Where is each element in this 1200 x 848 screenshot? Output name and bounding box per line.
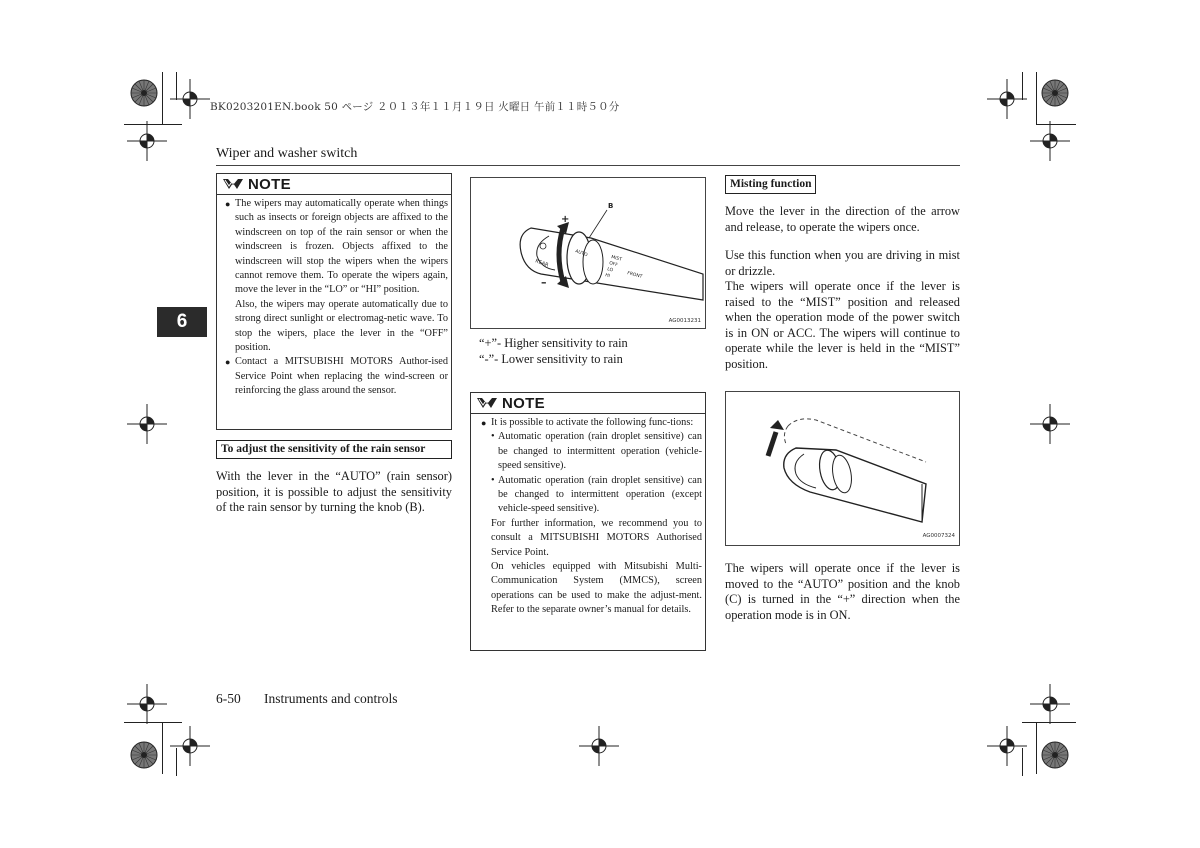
section-title: Wiper and washer switch [216,146,358,161]
rain-sensor-heading: To adjust the sensitivity of the rain sensor [216,440,452,459]
plus-label: + [561,214,570,225]
mist-label: MIST [610,255,623,263]
misting-para-1: Move the lever in the direction of the arrow and release, to operate the wipers once. [725,204,960,234]
mist-lever-figure [725,391,960,546]
note-item [481,416,702,618]
note-item [225,197,448,355]
bullet-icon: ● [481,418,487,428]
note-body [471,414,705,618]
lever-knob-illustration [471,178,705,328]
sensitivity-legend [479,336,699,367]
page-number: 6-50 [216,691,241,706]
note-paragraph: The wipers may automatically operate when things such as insects or foreign objects are affixed to the windscreen on top of the rain sensor or when the windscreen is frozen. Objects affixed to the windscreen will stop the wipers when the wipers cannot remove them. To operate the wipers again, move the lever in the “LO” or “HI” position. [235,198,448,296]
note-paragraph: Also, the wipers may operate automatically due to strong direct sunlight or electromag-netic wave. To stop the wipers, place the lever in the “OFF” position. [235,298,448,354]
figure-code: AG0013231 [668,318,701,324]
note-heading: NOTE [248,175,291,193]
auto-label: AUTO [574,249,588,259]
mist-lever-illustration [726,392,959,545]
note-header [471,393,705,414]
rain-sensor-text: With the lever in the “AUTO” (rain sensor) position, it is possible to adjust the sensitivity of the rain sensor by turning the knob (B). [216,469,452,515]
off-label: OFF [608,261,619,269]
chapter-tab: 6 [157,307,207,337]
figure-code: AG0007324 [922,533,955,539]
misting-para-3: The wipers will operate once if the lever is raised to the “MIST” position and released when the operation mode of the power switch is in ON or ACC. The wipers will continue to operate while the lever is held in the “MIST” position. [725,279,960,371]
misting-para-2: Use this function when you are driving in mist or drizzle. [725,248,960,278]
note-subitem: • Automatic operation (rain droplet sensitive) can be changed to intermittent operation (vehicle-speed sensitive). [491,430,702,473]
chapter-title: Instruments and controls [264,691,398,706]
knob-b-label: B [608,202,614,210]
note-intro: It is possible to activate the following func-tions: [491,417,694,428]
misting-heading: Misting function [725,175,816,194]
legend-minus: “-”- Lower sensitivity to rain [479,351,623,366]
note-body [217,195,451,399]
lo-label: LO [606,267,614,274]
print-header: BK0203201EN.book 50 ページ ２０１３年１１月１９日 火曜日 午前１１時５０分 [210,101,620,113]
front-label: FRONT [626,271,643,280]
legend-plus: “+”- Higher sensitivity to rain [479,336,628,350]
note-item [225,355,448,398]
bullet-icon: ● [225,199,231,209]
note-header [217,174,451,195]
auto-mode-text: The wipers will operate once if the lever is moved to the “AUTO” position and the knob (C) is turned in the “+” direction when the operation mode is in ON. [725,561,960,622]
note-box [470,392,706,651]
sub-bullet-icon: • [491,474,495,486]
bullet-icon: ● [225,357,231,368]
header-divider [216,165,960,166]
note-paragraph: Contact a MITSUBISHI MOTORS Author-ised Service Point when replacing the wind-screen or reinforcing the glass around the sensor. [235,356,448,397]
note-icon [475,396,499,410]
note-box [216,173,452,430]
note-subitem: • Automatic operation (rain droplet sensitive) can be changed to intermittent operation (except vehicle-speed sensitive). [491,474,702,517]
sub-bullet-icon: • [491,431,495,443]
minus-label: – [541,276,547,289]
note-heading: NOTE [502,394,545,412]
wiper-lever-figure [470,177,706,329]
note-paragraph: For further information, we recommend you to consult a MITSUBISHI MOTORS Authorised Service Point. [491,517,702,558]
rear-label: REAR [534,258,550,269]
hi-label: HI [604,273,611,280]
note-icon [221,177,245,191]
note-paragraph: On vehicles equipped with Mitsubishi Multi-Communication System (MMCS), screen operations can be used to make the adjust-ment. Refer to the separate owner’s manual for details. [491,561,702,616]
